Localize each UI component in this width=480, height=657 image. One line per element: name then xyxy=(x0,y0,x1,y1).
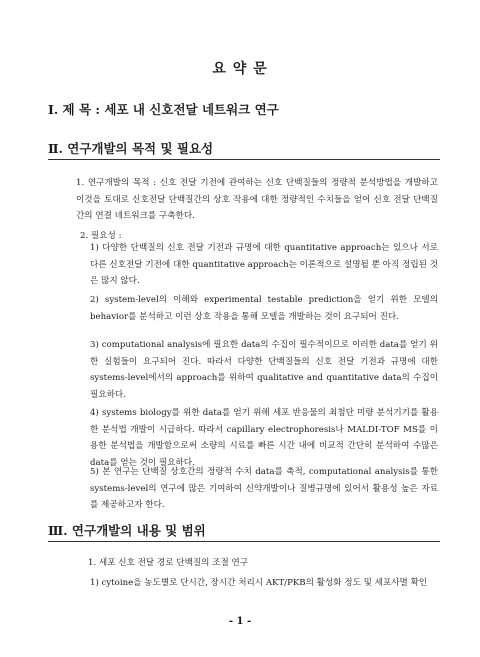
necessity-item-2: 2) system-level의 이해와 experimental testable prediction을 얻기 위한 모델의 behavior를 분석하고 이런 상호 작용을 통해 모델을 개발하는 것이 요구되어 진다. xyxy=(90,295,438,322)
document-title: 요 약 문 xyxy=(212,61,268,77)
content-item-1-sub-1: 1) cytoine을 농도별로 단시간, 장시간 처리시 AKT/PKB의 활성화 정도 및 세포사멸 확인 xyxy=(90,578,428,588)
content-item-1: 1. 세포 신호 전달 경로 단백질의 조절 연구 xyxy=(88,558,249,568)
section-3-heading: Ⅲ. 연구개발의 내용 및 범위 xyxy=(48,523,206,538)
necessity-item-1: 1) 다양한 단백질의 신호 전달 기전과 규명에 대한 quantitative approach는 있으나 서로 다른 신호전달 기전에 대한 quantitative approach는 이론적으로 설명될 뿐 아직 정립된 것은 많지 않다. xyxy=(90,243,438,286)
necessity-item-5: 5) 본 연구는 단백질 상호간의 정량적 수치 data를 축적, computational analysis를 통한 systems-level의 연구에 많은 기여하여 신약개발이나 질병규명에 있어서 활용성 높은 자료를 제공하고자 한다. xyxy=(90,467,438,510)
section-3-rule xyxy=(48,541,440,542)
section-2-rule xyxy=(48,159,440,160)
necessity-item-3: 3) computational analysis에 필요한 data의 수집이 필수적이므로 이러한 data를 얻기 위한 실험들이 요구되어 진다. 따라서 다양한 단백질들의 신호 전달 기전과 규명에 대한 systems-level에서의 approach를 위하여 qualitative and quantitative data의 수집이 필요하다. xyxy=(90,340,438,400)
purpose-paragraph: 1. 연구개발의 목적 : 신호 전달 기전에 관여하는 신호 단백질들의 정량적 분석방법을 개발하고 이것을 토대로 신호전달 단백질간의 상호 작용에 대한 정량적인 수치들을 얻어 신호 전달 단백질간의 연결 네트워크를 구축한다. xyxy=(76,178,438,221)
page-number: - 1 - xyxy=(228,616,252,627)
necessity-item-4: 4) systems biology를 위한 data를 얻기 위해 세포 반응물의 최첨단 미량 분석기기를 활용한 분석법 개발이 시급하다. 따라서 capillary electrophoresis나 MALDI-TOF MS를 이용한 분석법을 개발함으로써 소량의 시료를 빠른 시간 내에 비교적 간단히 분석하여 수많은 data를 얻는 것이 필요하다. xyxy=(90,408,438,468)
section-1-heading: Ⅰ. 제 목 : 세포 내 신호전달 네트워크 연구 xyxy=(48,102,279,117)
necessity-label: 2. 필요성 : xyxy=(80,231,122,241)
section-2-heading: Ⅱ. 연구개발의 목적 및 필요성 xyxy=(48,141,214,156)
